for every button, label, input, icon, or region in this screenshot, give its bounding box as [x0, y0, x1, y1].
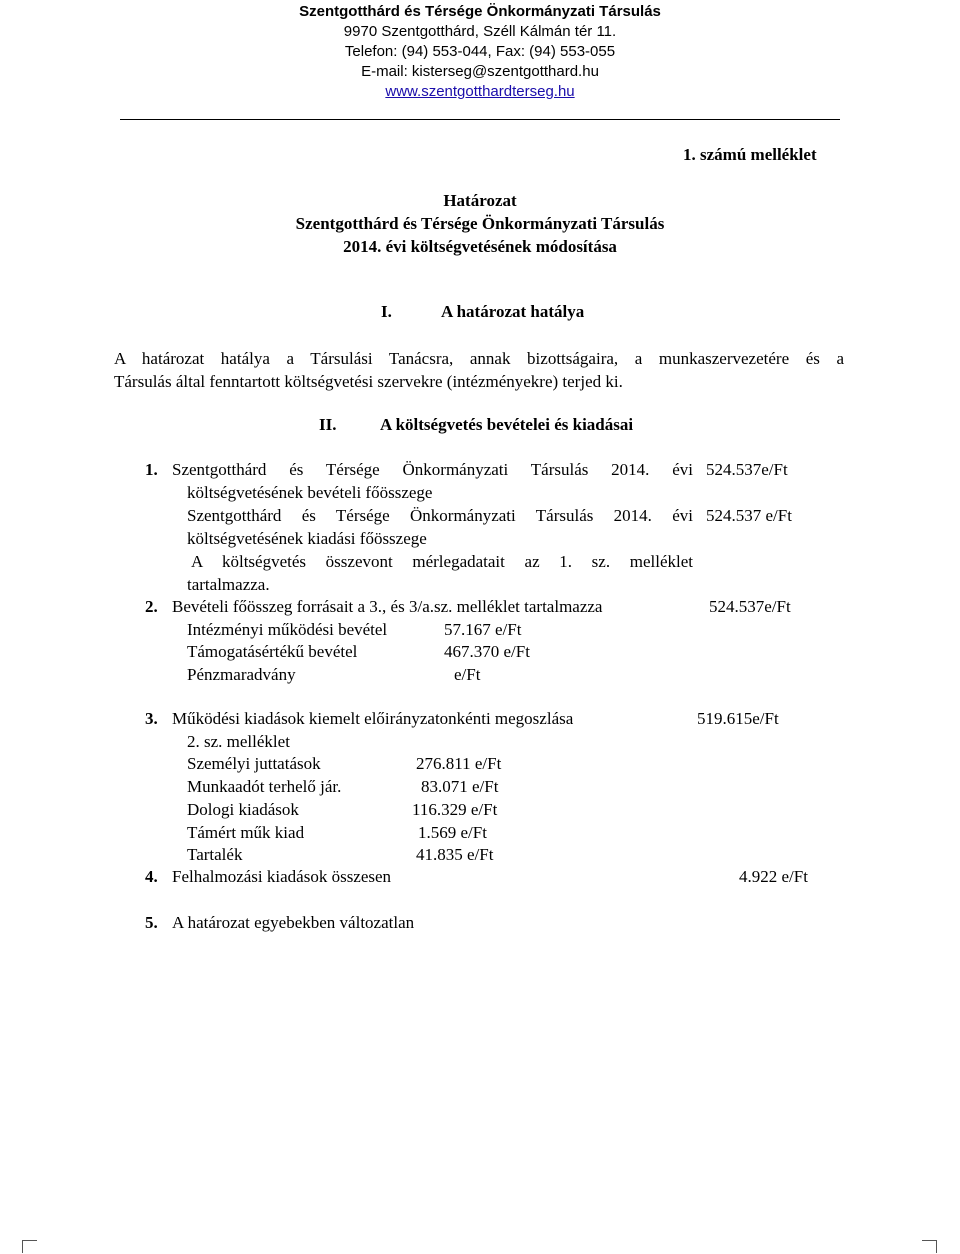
header-organization: Szentgotthárd és Térsége Önkormányzati Társulás: [299, 3, 661, 20]
header-address: 9970 Szentgotthárd, Széll Kálmán tér 11.: [343, 23, 617, 40]
section2-number: II.: [319, 415, 337, 434]
item4-amount: 4.922 e/Ft: [739, 867, 808, 886]
page-corner-mark-left: [22, 1240, 37, 1253]
item2-row-label: Pénzmaradvány: [187, 665, 296, 684]
item2-text: Bevételi főösszeg forrásait a 3., és 3/a.sz. melléklet tartalmazza: [172, 597, 603, 616]
item1-expense-line2: költségvetésének kiadási főösszege: [187, 529, 427, 548]
item1-expense-amount: 524.537 e/Ft: [706, 506, 792, 525]
header-website-link[interactable]: www.szentgotthardterseg.hu: [385, 83, 575, 100]
item2-number: 2.: [145, 597, 158, 616]
item2-row-label: Támogatásértékű bevétel: [187, 642, 358, 661]
item2-row-label: Intézményi működési bevétel: [187, 620, 388, 639]
item3-row-label: Támért műk kiad: [187, 823, 305, 842]
item3-amount: 519.615e/Ft: [697, 709, 779, 728]
item2-row-value: 467.370 e/Ft: [444, 642, 530, 661]
item3-number: 3.: [145, 709, 158, 728]
item5-number: 5.: [145, 913, 158, 932]
header-phone-fax: Telefon: (94) 553-044, Fax: (94) 553-055: [344, 43, 616, 60]
item1-income-line2: költségvetésének bevételi főösszege: [187, 483, 433, 502]
item1-expense-line1: Szentgotthárd és Térsége Önkormányzati Társulás 2014. évi: [187, 506, 693, 525]
item3-row-label: Tartalék: [187, 845, 243, 864]
item1-balance-line1: A költségvetés összevont mérlegadatait az 1. sz. melléklet: [191, 552, 693, 571]
annex-label: 1. számú melléklet: [683, 145, 817, 164]
item3-row-value: 1.569 e/Ft: [418, 823, 487, 842]
item2-row-value: e/Ft: [454, 665, 481, 684]
header-email: E-mail: kisterseg@szentgotthard.hu: [361, 63, 599, 80]
item1-income-line1: Szentgotthárd és Térsége Önkormányzati Társulás 2014. évi: [172, 460, 693, 479]
resolution-title: Határozat: [443, 191, 517, 210]
item3-row-value: 83.071 e/Ft: [421, 777, 499, 796]
item3-row-value: 116.329 e/Ft: [412, 800, 498, 819]
item2-row-value: 57.167 e/Ft: [444, 620, 522, 639]
item1-income-amount: 524.537e/Ft: [706, 460, 788, 479]
item4-text: Felhalmozási kiadások összesen: [172, 867, 392, 886]
item1-number: 1.: [145, 460, 158, 479]
item2-amount: 524.537e/Ft: [709, 597, 791, 616]
page-corner-mark-right: [922, 1240, 937, 1253]
item5-text: A határozat egyebekben változatlan: [172, 913, 415, 932]
resolution-subtitle-org: Szentgotthárd és Térsége Önkormányzati Társulás: [295, 214, 665, 233]
item3-text: Működési kiadások kiemelt előirányzatonkénti megoszlása: [172, 709, 574, 728]
item4-number: 4.: [145, 867, 158, 886]
item1-balance-line2: tartalmazza.: [187, 575, 270, 594]
item3-row-label: Személyi juttatások: [187, 754, 321, 773]
header-divider: [120, 119, 840, 120]
item3-row-label: Dologi kiadások: [187, 800, 299, 819]
section1-number: I.: [381, 302, 392, 321]
item3-row-value: 276.811 e/Ft: [416, 754, 502, 773]
section1-heading: A határozat hatálya: [441, 302, 585, 321]
item3-row-label: Munkaadót terhelő jár.: [187, 777, 342, 796]
item3-row-value: 41.835 e/Ft: [416, 845, 494, 864]
section1-paragraph-line1: A határozat hatálya a Társulási Tanácsra, annak bizottságaira, a munkaszervezetére és a: [114, 349, 844, 368]
section1-paragraph-line2: Társulás által fenntartott költségvetési szervekre (intézményekre) terjed ki.: [114, 372, 623, 391]
resolution-subtitle-budget: 2014. évi költségvetésének módosítása: [343, 237, 617, 256]
section2-heading: A költségvetés bevételei és kiadásai: [380, 415, 634, 434]
item3-annex-ref: 2. sz. melléklet: [187, 732, 290, 751]
